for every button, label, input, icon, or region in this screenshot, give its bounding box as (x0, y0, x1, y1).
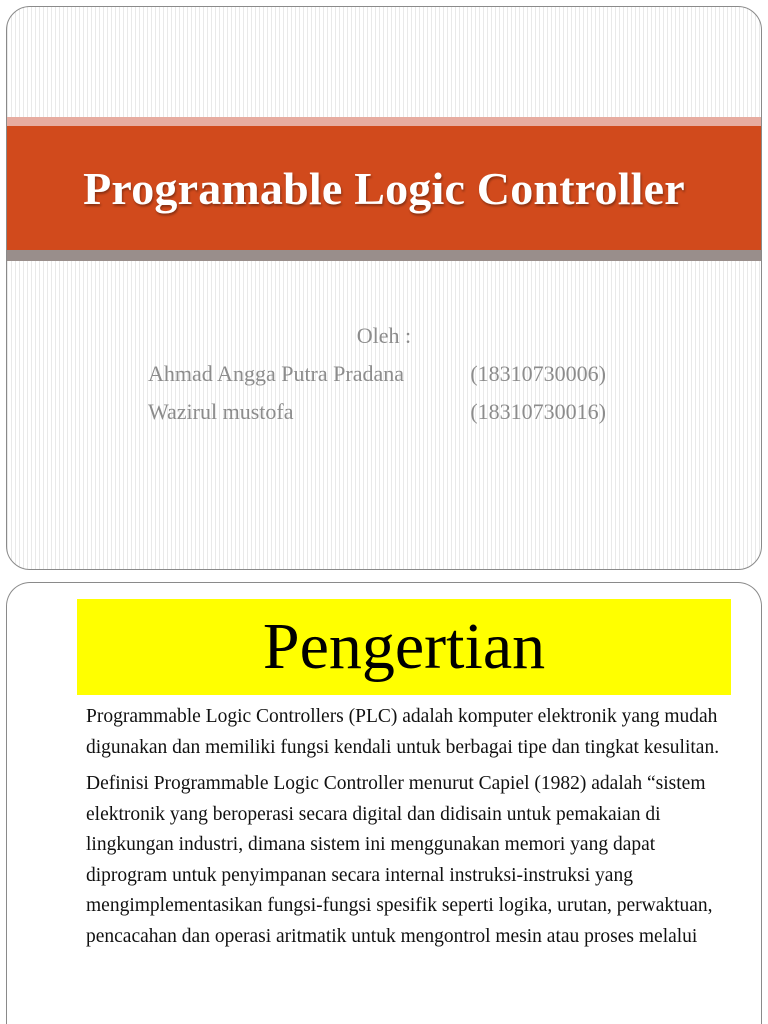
title-band-top-stripe (7, 117, 761, 126)
author-name: Ahmad Angga Putra Pradana (148, 361, 404, 386)
author-block (7, 317, 761, 431)
author-row (7, 355, 761, 393)
title-band-bottom-stripe (7, 250, 761, 261)
slide-heading: Pengertian (262, 610, 546, 683)
paragraph: Programmable Logic Controllers (PLC) adalah komputer elektronik yang mudah digunakan dan memiliki fungsi kendali untuk berbagai tipe dan tingkat kesulitan. (86, 706, 720, 758)
slide-body (86, 702, 736, 958)
author-name: Wazirul mustofa (148, 399, 294, 424)
author-row (7, 393, 761, 431)
by-label: Oleh : (356, 323, 412, 348)
heading-highlight (77, 599, 731, 695)
definition-slide (6, 582, 762, 1024)
slide-title: Programable Logic Controller (83, 162, 685, 214)
author-id: (18310730006) (470, 361, 606, 386)
title-band (7, 126, 761, 250)
title-slide (6, 6, 762, 570)
author-id: (18310730016) (470, 399, 606, 424)
paragraph: Definisi Programmable Logic Controller menurut Capiel (1982) adalah “sistem elektronik yang beroperasi secara digital dan didisain untuk pemakaian di lingkungan industri, dimana sistem ini menggunakan memori yang dapat diprogram untuk penyimpanan secara internal instruksi-instruksi yang mengimplementasikan fungsi-fungsi spesifik seperti logika, urutan, perwaktuan, pencacahan dan operasi aritmatik untuk mengontrol mesin atau proses melalui (86, 773, 713, 947)
